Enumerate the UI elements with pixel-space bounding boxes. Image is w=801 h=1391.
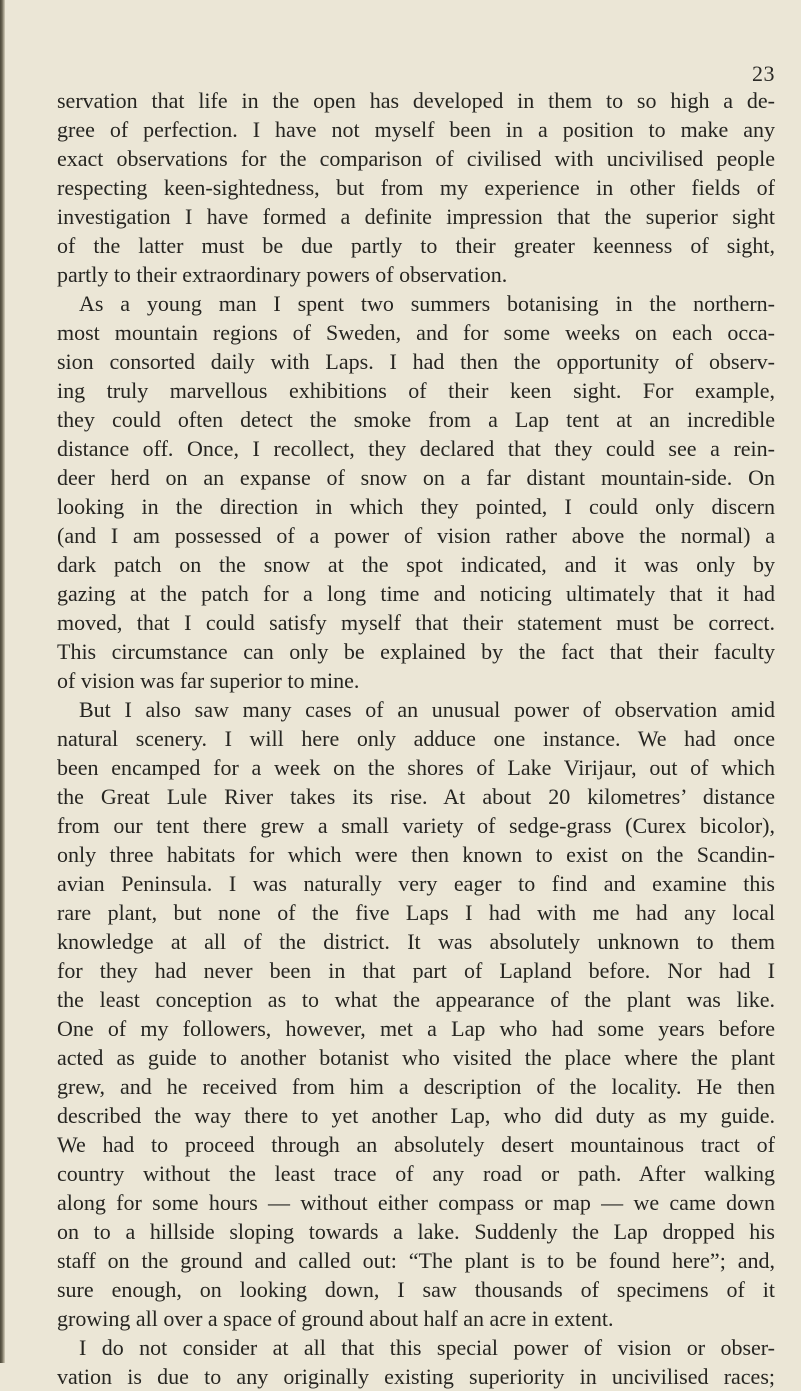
text-line: One of my followers, however, met a Lap who had some years before (57, 1016, 775, 1041)
text-line: on to a hillside sloping towards a lake. Suddenly the Lap dropped his (57, 1219, 775, 1244)
text-line: gazing at the patch for a long time and noticing ultimately that it had (57, 581, 775, 606)
text-line: most mountain regions of Sweden, and for some weeks on each occa- (57, 320, 775, 345)
page-binding-edge (0, 0, 5, 1363)
text-line: the least conception as to what the appearance of the plant was like. (57, 987, 775, 1012)
text-line: (and I am possessed of a power of vision rather above the normal) a (57, 523, 775, 548)
text-line: As a young man I spent two summers botanising in the northern- (79, 291, 775, 316)
text-line: knowledge at all of the district. It was absolutely unknown to them (57, 929, 775, 954)
text-line: ing truly marvellous exhibitions of their keen sight. For example, (57, 378, 775, 403)
body-text (57, 86, 775, 1391)
text-line: for they had never been in that part of Lapland before. Nor had I (57, 958, 775, 983)
text-line: deer herd on an expanse of snow on a far distant mountain-side. On (57, 465, 775, 490)
text-line: natural scenery. I will here only adduce one instance. We had once (57, 726, 775, 751)
text-line: rare plant, but none of the five Laps I had with me had any local (57, 900, 775, 925)
text-line: acted as guide to another botanist who visited the place where the plant (57, 1045, 775, 1070)
text-line: dark patch on the snow at the spot indicated, and it was only by (57, 552, 775, 577)
text-line: I do not consider at all that this special power of vision or obser- (79, 1335, 775, 1360)
text-line: they could often detect the smoke from a Lap tent at an incredible (57, 407, 775, 432)
text-line: servation that life in the open has developed in them to so high a de- (57, 88, 775, 113)
text-line: But I also saw many cases of an unusual power of observation amid (79, 697, 775, 722)
text-line: gree of perfection. I have not myself been in a position to make any (57, 117, 775, 142)
text-line: grew, and he received from him a description of the locality. He then (57, 1074, 775, 1099)
page-number: 23 (752, 61, 775, 86)
text-line: been encamped for a week on the shores of Lake Virijaur, out of which (57, 755, 775, 780)
text-line: This circumstance can only be explained by the fact that their faculty (57, 639, 775, 664)
text-line: of vision was far superior to mine. (57, 668, 360, 693)
text-line: distance off. Once, I recollect, they declared that they could see a rein- (57, 436, 775, 461)
text-line: partly to their extraordinary powers of observation. (57, 262, 508, 287)
text-line: sure enough, on looking down, I saw thousands of specimens of it (57, 1277, 775, 1302)
text-line: from our tent there grew a small variety of sedge-grass (Curex bicolor), (57, 813, 775, 838)
text-line: vation is due to any originally existing superiority in uncivilised races; (57, 1364, 775, 1389)
text-line: of the latter must be due partly to their greater keenness of sight, (57, 233, 775, 258)
text-line: staff on the ground and called out: “The plant is to be found here”; and, (57, 1248, 775, 1273)
text-line: along for some hours — without either compass or map — we came down (57, 1190, 775, 1215)
text-line: avian Peninsula. I was naturally very eager to find and examine this (57, 871, 775, 896)
text-line: the Great Lule River takes its rise. At about 20 kilometres’ distance (57, 784, 775, 809)
text-line: investigation I have formed a definite impression that the superior sight (57, 204, 775, 229)
text-line: only three habitats for which were then known to exist on the Scandin- (57, 842, 775, 867)
text-line: moved, that I could satisfy myself that their statement must be correct. (57, 610, 775, 635)
text-line: looking in the direction in which they pointed, I could only discern (57, 494, 775, 519)
text-line: exact observations for the comparison of civilised with uncivilised people (57, 146, 775, 171)
text-line: described the way there to yet another Lap, who did duty as my guide. (57, 1103, 775, 1128)
text-line: We had to proceed through an absolutely desert mountainous tract of (57, 1132, 775, 1157)
text-line: growing all over a space of ground about half an acre in extent. (57, 1306, 614, 1331)
text-line: country without the least trace of any road or path. After walking (57, 1161, 775, 1186)
text-line: sion consorted daily with Laps. I had then the opportunity of observ- (57, 349, 775, 374)
text-line: respecting keen-sightedness, but from my experience in other fields of (57, 175, 775, 200)
